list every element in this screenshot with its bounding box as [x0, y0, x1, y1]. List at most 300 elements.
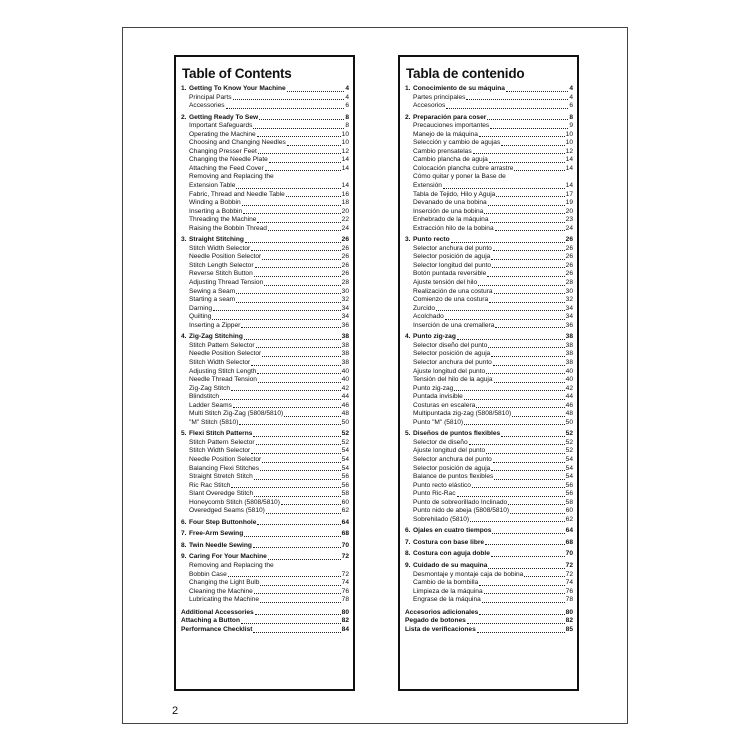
toc-entry: [405, 516, 573, 525]
page-ref: 9: [569, 122, 573, 130]
dot-leader: [501, 144, 564, 146]
toc-entry: [405, 465, 573, 474]
dot-leader: [494, 478, 564, 480]
toc-title: Table of Contents: [182, 66, 292, 81]
page-ref: 14: [341, 182, 349, 190]
section-heading: [181, 553, 349, 562]
dot-leader: [255, 266, 341, 268]
toc-entry: [181, 122, 349, 131]
dot-leader: [253, 127, 344, 129]
toc-entry: [405, 482, 573, 491]
entry-title: Realización de una costura: [413, 287, 493, 295]
entry-title: Additional Accessories: [181, 608, 254, 616]
toc-entry: [181, 296, 349, 305]
toc-entry: [405, 139, 573, 148]
entry-title: Cleaning the Machine: [189, 587, 253, 595]
toc-entry: [181, 447, 349, 456]
page-number: 2: [172, 705, 179, 717]
dot-leader: [284, 415, 340, 417]
page-ref: 56: [565, 481, 573, 489]
entry-title: Cambio plancha de aguja: [413, 156, 488, 164]
toc-section: [181, 85, 349, 111]
toc-entry: [181, 191, 349, 200]
page-ref: 26: [565, 270, 573, 278]
toc-entry: [181, 482, 349, 491]
page-ref: 54: [565, 464, 573, 472]
toc-entry: [405, 131, 573, 140]
section-heading: [405, 114, 573, 123]
toc-entry: [405, 410, 573, 419]
toc-entry: [181, 322, 349, 331]
toc-entry: [405, 191, 573, 200]
section-title: Costura con aguja doble: [413, 550, 490, 558]
toc-entry: [405, 368, 573, 377]
page-ref: 14: [565, 156, 573, 164]
page-ref: 42: [341, 384, 349, 392]
dot-leader: [446, 107, 568, 109]
entry-title: Tabla de Tejido, Hilo y Aguja: [413, 190, 496, 198]
section-title: Ojales en cuatro tiempos: [413, 527, 492, 535]
toc-entry: [181, 131, 349, 140]
entry-title: Threading the Machine: [189, 216, 257, 224]
toc-entry: [405, 571, 573, 580]
toc-entry: [181, 288, 349, 297]
entry-title: Punto "M" (5810): [413, 418, 464, 426]
entry-title: Accessories: [189, 102, 225, 110]
page-ref: 26: [341, 253, 349, 261]
section-heading: [181, 333, 349, 342]
entry-title: Costuras en escalera: [413, 401, 476, 409]
toc-footer: [405, 609, 573, 635]
entry-title: Multipuntada zig-zag (5808/5810): [413, 410, 512, 418]
entry-title: Stitch Width Selector: [189, 244, 251, 252]
dot-leader: [264, 284, 340, 286]
toc-entry: [405, 609, 573, 618]
toc-footer: [181, 609, 349, 635]
dot-leader: [256, 346, 341, 348]
page-ref: 26: [341, 236, 349, 244]
page-ref: 52: [341, 430, 349, 438]
dot-leader: [253, 435, 340, 437]
toc-entry: [405, 490, 573, 499]
toc-entry: [405, 156, 573, 165]
dot-leader: [469, 443, 565, 445]
toc-section: [405, 527, 573, 536]
page-ref: 38: [565, 341, 573, 349]
entry-title: Punto zig-zag: [413, 384, 454, 392]
page-ref: 78: [341, 596, 349, 604]
section-title: Getting Ready To Sew: [189, 113, 259, 121]
section-title: Cuidado de su maquina: [413, 561, 488, 569]
entry-title: Tensión del hilo de la aguja: [413, 376, 493, 384]
section-heading: [405, 562, 573, 571]
dot-leader: [260, 584, 340, 586]
toc-entry: [181, 102, 349, 111]
dot-leader: [244, 535, 340, 537]
dot-leader: [231, 389, 341, 391]
dot-leader: [495, 326, 564, 328]
page-ref: 44: [565, 393, 573, 401]
dot-leader: [485, 543, 565, 545]
dot-leader: [266, 512, 341, 514]
entry-title: Puntada invisible: [413, 393, 463, 401]
dot-leader: [287, 90, 345, 92]
section-title: Diseños de puntos flexibles: [413, 430, 501, 438]
toc-entry: [181, 216, 349, 225]
dot-leader: [241, 326, 340, 328]
toc-entry: [405, 376, 573, 385]
page-ref: 54: [565, 455, 573, 463]
dot-leader: [242, 204, 341, 206]
page-ref: 6: [569, 102, 573, 110]
dot-leader: [486, 452, 564, 454]
section-heading: [405, 236, 573, 245]
dot-leader: [478, 284, 565, 286]
toc-entry: [181, 359, 349, 368]
entry-title: Changing the Needle Plate: [189, 156, 268, 164]
toc-entry: [405, 617, 573, 626]
section-heading: [405, 430, 573, 439]
toc-entry: [181, 617, 349, 626]
section-heading: [405, 527, 573, 536]
page-ref: 74: [565, 579, 573, 587]
toc-entry: [181, 156, 349, 165]
dot-leader: [243, 212, 341, 214]
toc-entry: [405, 359, 573, 368]
page-ref: 76: [341, 587, 349, 595]
page-ref: 10: [565, 130, 573, 138]
entry-title: Colocación plancha cubre arrastre: [413, 164, 514, 172]
dot-leader: [233, 406, 341, 408]
entry-title: Inserting a Bobbin: [189, 207, 243, 215]
section-title: Preparación para coser: [413, 113, 487, 121]
dot-leader: [260, 469, 341, 471]
toc-entry: [405, 165, 573, 174]
toc-entry: [181, 270, 349, 279]
page-ref: 54: [341, 455, 349, 463]
page-ref: 72: [565, 561, 573, 569]
page-ref: 28: [565, 279, 573, 287]
toc-entry: [181, 410, 349, 419]
entry-title: Punto de sobreorillado Inclinado: [413, 498, 508, 506]
dot-leader: [491, 258, 564, 260]
entry-title: Cambio prensatelas: [413, 147, 472, 155]
entry-title: Adjusting Stitch Length: [189, 367, 257, 375]
toc-section: [405, 550, 573, 559]
section-title: Getting To Know Your Machine: [189, 85, 286, 92]
toc-entry: [405, 507, 573, 516]
page-ref: 26: [565, 236, 573, 244]
section-number: 1.: [405, 85, 411, 92]
toc-entry: [405, 199, 573, 208]
dot-leader: [484, 592, 565, 594]
page-ref: 38: [565, 350, 573, 358]
entry-title: Inserción de una cremallera: [413, 321, 495, 329]
dot-leader: [286, 195, 341, 197]
page-ref: 38: [341, 341, 349, 349]
toc-entry: [405, 296, 573, 305]
toc-entry: [181, 279, 349, 288]
page-ref: 54: [565, 473, 573, 481]
page-ref: 40: [565, 376, 573, 384]
dot-leader: [241, 622, 341, 624]
entry-title: Manejo de la máquina: [413, 130, 478, 138]
page-ref: 84: [341, 625, 349, 633]
page-ref: 60: [565, 507, 573, 515]
page-ref: 54: [341, 447, 349, 455]
dot-leader: [464, 398, 565, 400]
toc-section: [181, 530, 349, 539]
entry-title: Stitch Length Selector: [189, 261, 254, 269]
entry-title: Straight Stretch Stitch: [189, 473, 253, 481]
entry-title: Important Safeguards: [189, 122, 253, 130]
dot-leader: [260, 601, 341, 603]
dot-leader: [466, 98, 568, 100]
toc-section: [405, 539, 573, 548]
page-ref: 24: [565, 224, 573, 232]
section-heading: [181, 519, 349, 528]
page-ref: 14: [341, 156, 349, 164]
dot-leader: [479, 613, 564, 615]
dot-leader: [524, 575, 564, 577]
page-ref: 26: [341, 244, 349, 252]
page-ref: 74: [341, 579, 349, 587]
toc-entry: [405, 350, 573, 359]
entry-title: Selección y cambio de agujas: [413, 139, 501, 147]
entry-title: Honeycomb Stitch (5808/5810): [189, 498, 280, 506]
entry-title: Choosing and Changing Needles: [189, 139, 286, 147]
section-title: Straight Stitching: [189, 236, 244, 244]
page-ref: 36: [565, 321, 573, 329]
entry-title: Accesorios adicionales: [405, 608, 479, 616]
section-number: 8.: [181, 541, 187, 549]
entry-title: Accesorios: [413, 102, 446, 110]
toc-entry: [405, 122, 573, 131]
toc-entry: [405, 588, 573, 597]
page-ref: 8: [345, 122, 349, 130]
toc-entry: [181, 350, 349, 359]
entry-title: Botón puntada reversible: [413, 270, 487, 278]
toc-entry: [405, 596, 573, 605]
toc-entry: [181, 588, 349, 597]
entry-title: Inserción de una bobina: [413, 207, 484, 215]
dot-leader: [472, 486, 565, 488]
section-heading: [181, 85, 349, 94]
page-ref: 40: [565, 367, 573, 375]
dot-leader: [464, 423, 565, 425]
section-heading: [405, 333, 573, 342]
dot-leader: [212, 318, 340, 320]
dot-leader: [484, 212, 564, 214]
page-ref: 22: [341, 216, 349, 224]
dot-leader: [493, 249, 565, 251]
toc-entry: [181, 499, 349, 508]
section-number: 8.: [405, 550, 411, 558]
section-title: Costura con base libre: [413, 538, 485, 546]
dot-leader: [490, 221, 565, 223]
entry-title: Punto Ric-Rac: [413, 490, 456, 498]
toc-entry: [181, 368, 349, 377]
entry-title: Raising the Bobbin Thread: [189, 224, 267, 232]
dot-leader: [445, 318, 565, 320]
dot-leader: [251, 452, 340, 454]
toc-entry: [405, 342, 573, 351]
page-ref: 19: [565, 199, 573, 207]
section-heading: [405, 550, 573, 559]
entry-title: Pegado de botones: [405, 617, 466, 625]
entry-title: Overedged Seams (5810): [189, 507, 265, 515]
page-ref: 62: [341, 507, 349, 515]
entry-title: Balance de puntos flexibles: [413, 473, 494, 481]
toc-entry: [181, 402, 349, 411]
entry-title: Selector diseño del punto: [413, 341, 488, 349]
toc-entry: [405, 173, 573, 182]
page-ref: 14: [565, 164, 573, 172]
entry-title: Needle Thread Tension: [189, 376, 257, 384]
entry-title: Slant Overedge Stitch: [189, 490, 254, 498]
dot-leader: [479, 135, 565, 137]
page-ref: 72: [341, 553, 349, 561]
entry-title: Removing and Replacing the: [189, 561, 274, 569]
dot-leader: [269, 161, 341, 163]
toc-entry: [405, 253, 573, 262]
toc-entry: [181, 173, 349, 182]
page-ref: 26: [341, 270, 349, 278]
toc-entry: [181, 208, 349, 217]
entry-title: Punto recto elástico: [413, 481, 471, 489]
dot-leader: [228, 575, 341, 577]
toc-entry: [405, 305, 573, 314]
page-ref: 60: [341, 498, 349, 506]
entry-title: Lubricating the Machine: [189, 596, 260, 604]
entry-title: Stitch Pattern Selector: [189, 438, 255, 446]
page-ref: 78: [565, 596, 573, 604]
page-ref: 8: [569, 113, 573, 121]
entry-title: Lista de verificaciones: [405, 625, 476, 633]
dot-leader: [487, 275, 564, 277]
dot-leader: [489, 161, 565, 163]
toc-entry: [181, 465, 349, 474]
entry-title: Balancing Flexi Stitches: [189, 464, 260, 472]
dot-leader: [489, 301, 565, 303]
toc-entry: [405, 225, 573, 234]
entry-title: Needle Position Selector: [189, 455, 262, 463]
section-title: Four Step Buttonhole: [189, 518, 257, 526]
page-ref: 68: [341, 530, 349, 538]
section-title: Conocimiento de su máquina: [413, 85, 505, 92]
page-ref: 52: [565, 430, 573, 438]
dot-leader: [470, 520, 565, 522]
dot-leader: [457, 495, 565, 497]
dot-leader: [443, 187, 565, 189]
toc-entry: [181, 148, 349, 157]
entry-title: Winding a Bobbin: [189, 199, 241, 207]
toc-entry: [405, 385, 573, 394]
toc-entry: [405, 270, 573, 279]
page-ref: 4: [569, 93, 573, 101]
toc-entry: [181, 225, 349, 234]
toc-entry: [181, 579, 349, 588]
dot-leader: [213, 309, 341, 311]
page-ref: 20: [565, 207, 573, 215]
toc-entry: [405, 322, 573, 331]
page-ref: 64: [341, 518, 349, 526]
entry-title: Selector anchura del punto: [413, 358, 492, 366]
page-ref: 38: [565, 358, 573, 366]
dot-leader: [254, 592, 341, 594]
page-ref: 34: [565, 304, 573, 312]
entry-title: Sewing a Seam: [189, 287, 236, 295]
toc-entry: [181, 253, 349, 262]
entry-title: Selector posición de aguja: [413, 350, 491, 358]
dot-leader: [253, 546, 341, 548]
entry-title: Engrase de la máquina: [413, 596, 481, 604]
entry-title: Extracción hilo de la bobina: [413, 224, 494, 232]
dot-leader: [236, 292, 340, 294]
dot-leader: [287, 144, 341, 146]
entry-title: Stitch Width Selector: [189, 358, 251, 366]
dot-leader: [508, 503, 564, 505]
page-ref: 38: [341, 333, 349, 341]
dot-leader: [251, 249, 340, 251]
dot-leader: [231, 486, 340, 488]
page-ref: 38: [341, 350, 349, 358]
dot-leader: [467, 622, 565, 624]
dot-leader: [493, 461, 565, 463]
entry-title: Starting a seam: [189, 296, 236, 304]
dot-leader: [265, 169, 341, 171]
entry-title: Selector de diseño: [413, 438, 468, 446]
toc-entry: [405, 579, 573, 588]
toc-entry: [181, 596, 349, 605]
dot-leader: [482, 601, 565, 603]
dot-leader: [268, 558, 341, 560]
dot-leader: [257, 523, 340, 525]
page-ref: 36: [341, 321, 349, 329]
page-ref: 48: [565, 410, 573, 418]
entry-title: Punto nido de abeja (5808/5810): [413, 507, 510, 515]
dot-leader: [253, 631, 340, 633]
page-ref: 4: [569, 85, 573, 92]
page-ref: 12: [341, 147, 349, 155]
toc-entry: [181, 393, 349, 402]
entry-title: Partes principales: [413, 93, 466, 101]
entry-title: Ajuste longitud del punto: [413, 447, 486, 455]
dot-leader: [236, 187, 340, 189]
dot-leader: [220, 398, 341, 400]
dot-leader: [488, 346, 564, 348]
entry-title: Principal Parts: [189, 93, 232, 101]
entry-title: Needle Position Selector: [189, 350, 262, 358]
entry-title: Ric Rac Stitch: [189, 481, 231, 489]
page-ref: 32: [565, 296, 573, 304]
page-ref: 58: [565, 498, 573, 506]
dot-leader: [486, 372, 564, 374]
toc-spanish: [398, 55, 579, 691]
toc-entry: [405, 626, 573, 635]
entry-title: Changing Presser Feet: [189, 147, 257, 155]
page-ref: 32: [341, 296, 349, 304]
dot-leader: [457, 338, 565, 340]
page-ref: 80: [341, 608, 349, 616]
toc-entry: [181, 490, 349, 499]
section-heading: [405, 85, 573, 94]
entry-title: Stitch Width Selector: [189, 447, 251, 455]
dot-leader: [501, 435, 564, 437]
dot-leader: [254, 478, 341, 480]
toc-entry: [405, 279, 573, 288]
toc-entry: [405, 439, 573, 448]
